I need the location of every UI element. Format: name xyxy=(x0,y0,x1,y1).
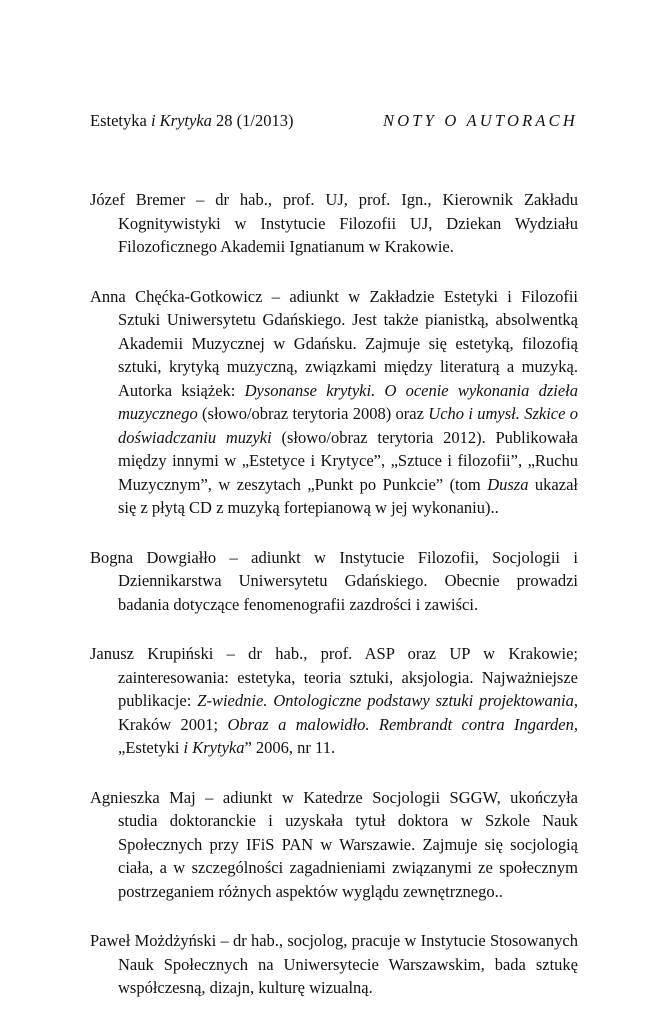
note-text: Paweł Możdżyński – dr hab., socjolog, pracuje w Instytucie Stosowanych Nauk Społecznych na Uniwersytecie Warszawskim, bada sztukę współczesną, dizajn, kulturę wizualną. xyxy=(90,931,578,997)
journal-title: Estetyka i Krytyka 28 (1/2013) xyxy=(90,111,294,130)
note-text: Agnieszka Maj – adiunkt w Katedrze Socjologii SGGW, ukończyła studia doktoranckie i uzyskała tytuł doktora w Szkole Nauk Społecznych przy IFiS PAN w Warszawie. Zajmuje się socjologią ciała, a w szczególności zagadnieniami związanymi ze społecznym postrzeganiem różnych aspektów wyglądu zewnętrznego.. xyxy=(90,787,578,901)
section-title: NOTY O AUTORACH xyxy=(382,111,578,130)
note-text: (słowo/obraz terytoria 2012). Publikowała między innymi w „Estetyce i Krytyce”, „Sztuce i filozofii”, „Ruchu Muzycznym”, w zeszytach „Punkt po Punkcie” (tom xyxy=(118,427,578,494)
author-note xyxy=(90,929,578,1000)
page-header xyxy=(90,111,578,135)
author-note xyxy=(90,786,578,904)
author-notes-list xyxy=(90,188,578,1026)
note-text: ” 2006, nr 11. xyxy=(244,738,336,757)
italic-title: Ucho i umysł. Szkice o doświadczaniu muzyki xyxy=(118,404,578,447)
note-text: (słowo/obraz terytoria 2008) oraz xyxy=(197,404,429,423)
author-note xyxy=(90,546,578,617)
note-text: , „Estetyki xyxy=(118,714,578,757)
italic-title: Dusza xyxy=(487,474,529,494)
note-text: Anna Chęćka-Gotkowicz – adiunkt w Zakładzie Estetyki i Filozofii Sztuki Uniwersytetu Gdańskiego. Jest także pianistką, absolwentką Akademii Muzycznej w Gdańsku. Zajmuje się estetyką, filozofią sztuki, krytyką muzyczną, związkami między literaturą a muzyką. Autorka książek: xyxy=(90,286,578,400)
italic-title: Z-wiednie. Ontologiczne podstawy sztuki projektowania xyxy=(197,691,574,710)
note-text: , Kraków 2001; xyxy=(118,691,578,734)
note-text: ukazał się z płytą CD z muzyką fortepianową w jej wykonaniu).. xyxy=(118,474,578,517)
note-text: Józef Bremer – dr hab., prof. UJ, prof. Ign., Kierownik Zakładu Kognitywistyki w Instytucie Filozofii UJ, Dziekan Wydziału Filozoficznego Akademii Ignatianum w Krakowie. xyxy=(90,190,578,256)
note-text: Janusz Krupiński – dr hab., prof. ASP oraz UP w Krakowie; zainteresowania: estetyka, teoria sztuki, aksjologia. Najważniejsze publikacje: xyxy=(90,644,578,710)
italic-title: Obraz a malowidło. Rembrandt contra Ingarden xyxy=(227,714,574,734)
author-note xyxy=(90,285,578,520)
italic-title: Dysonanse krytyki. O ocenie wykonania dzieła muzycznego xyxy=(118,380,578,423)
italic-title: i Krytyka xyxy=(183,738,245,757)
note-text: Bogna Dowgiałło – adiunkt w Instytucie Filozofii, Socjologii i Dziennikarstwa Uniwersytetu Gdańskiego. Obecnie prowadzi badania dotyczące fenomenografii zazdrości i zawiści. xyxy=(90,547,578,614)
author-note xyxy=(90,642,578,760)
author-note xyxy=(90,188,578,259)
